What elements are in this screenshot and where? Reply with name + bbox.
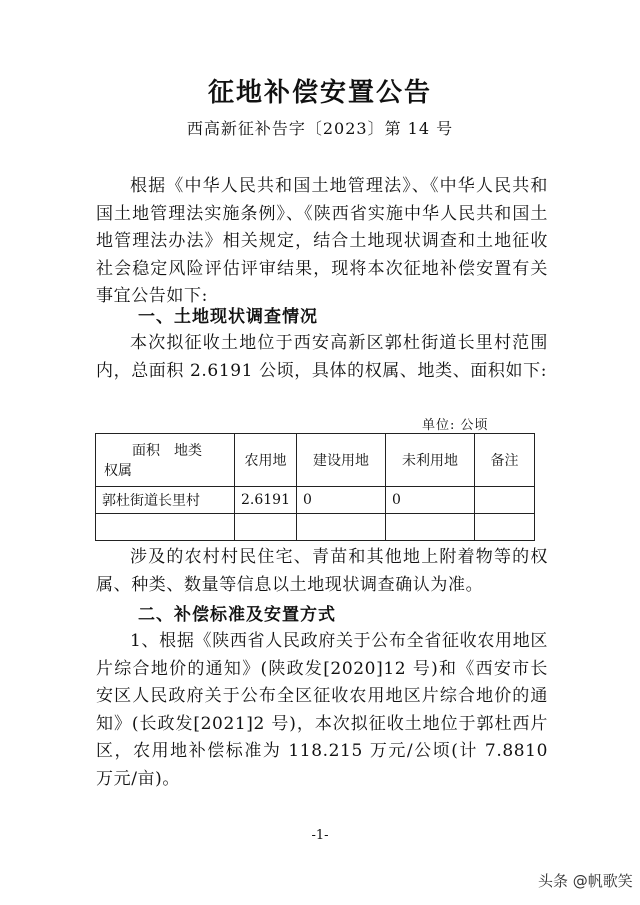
table-cell [297,514,386,541]
section1-heading: 一、土地现状调查情况 [138,307,318,327]
land-table [95,433,535,541]
after-table-paragraph: 涉及的农村村民住宅、青苗和其他地上附着物等的权属、种类、数量等信息以土地现状调查确认为准。 [96,547,548,595]
page-number: -1- [311,828,329,843]
table-cell: 0 [386,487,475,514]
intro-paragraph: 根据《中华人民共和国土地管理法》、《中华人民共和国土地管理法实施条例》、《陕西省实施中华人民共和国土地管理法办法》相关规定，结合土地现状调查和土地征收社会稳定风险评估评审结果，现将本次征地补偿安置有关事宜公告如下: [96,176,548,306]
column-header: 备注 [475,434,535,487]
table-row [96,514,535,541]
table-cell [96,514,235,541]
document-number: 西高新征补告字〔2023〕第 14 号 [186,119,454,138]
column-header: 建设用地 [297,434,386,487]
table-cell [475,487,535,514]
section2-heading: 二、补偿标准及安置方式 [138,605,336,625]
table-row [96,487,535,514]
table-cell: 2.6191 [235,487,297,514]
corner-label-bottom: 权属 [104,463,132,479]
unit-label: 单位: 公顷 [422,418,489,433]
table-corner-cell [96,434,235,487]
table-cell [386,514,475,541]
column-header: 未利用地 [386,434,475,487]
section2-paragraph: 1、根据《陕西省人民政府关于公布全省征收农用地区片综合地价的通知》(陕政发[2020]12 号)和《西安市长安区人民政府关于公布全区征收农用地区片综合地价的通知》(长政发[2021]2 号)，本次拟征收土地位于郭杜西片区，农用地补偿标准为 118.215 万元/公顷(计 7.8810 万元/亩)。 [96,631,548,789]
table-cell [475,514,535,541]
page-title: 征地补偿安置公告 [207,78,432,108]
table-cell [235,514,297,541]
corner-label-top: 面积 地类 [132,443,202,459]
table-cell: 郭杜街道长里村 [96,487,235,514]
watermark: 头条 @帆歌笑 [538,872,633,890]
column-header: 农用地 [235,434,297,487]
table-cell: 0 [297,487,386,514]
section1-paragraph: 本次拟征收土地位于西安高新区郭杜街道长里村范围内，总面积 2.6191 公顷，具体的权属、地类、面积如下: [96,333,548,381]
table-header-row [96,434,535,487]
